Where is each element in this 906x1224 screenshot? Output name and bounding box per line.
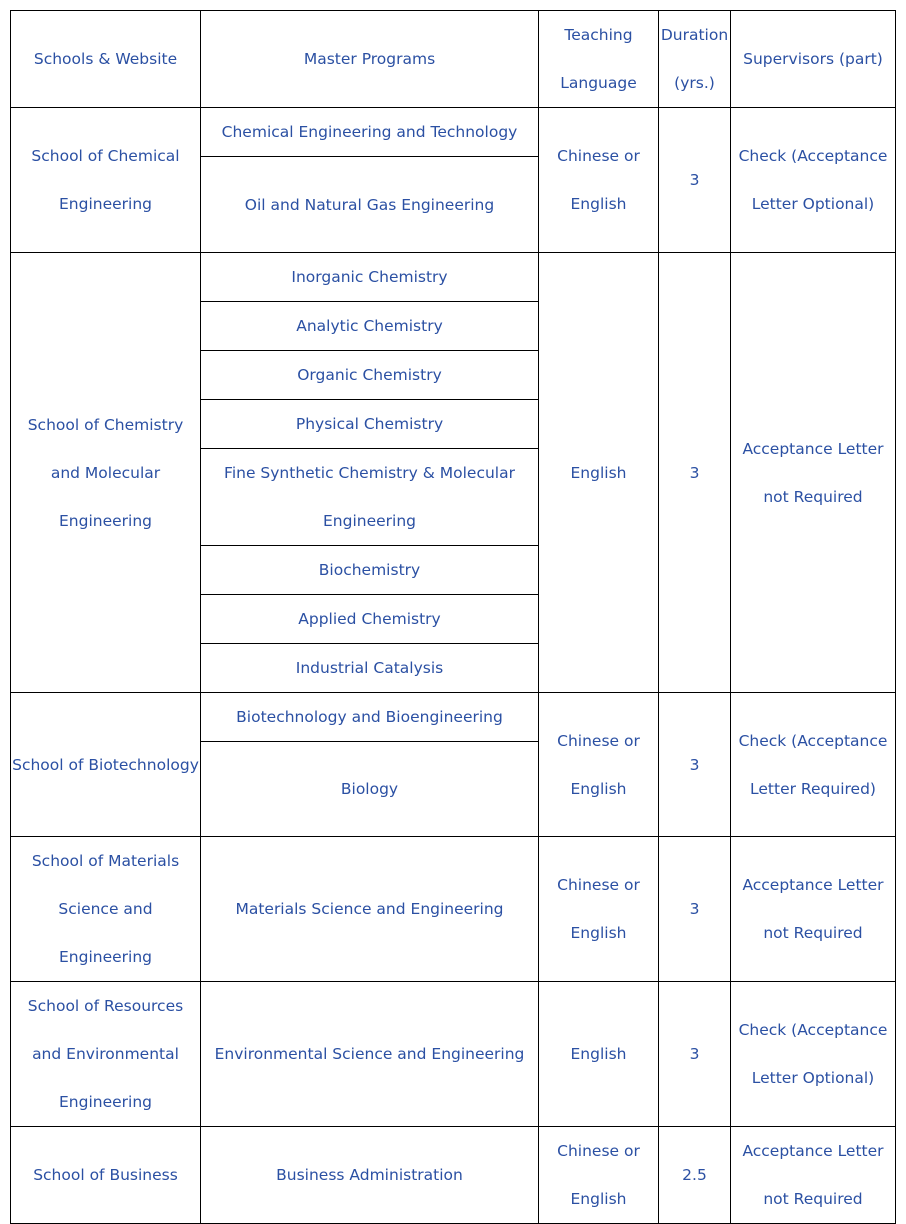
- duration: 2.5: [659, 1127, 731, 1224]
- table-row: [11, 693, 896, 742]
- program-name: Environmental Science and Engineering: [201, 982, 539, 1127]
- supervisors: Check (Acceptance Letter Optional): [731, 108, 896, 253]
- program-name: Applied Chemistry: [201, 595, 539, 644]
- program-name: Analytic Chemistry: [201, 302, 539, 351]
- table-row: [11, 982, 896, 1127]
- header-supervisors: Supervisors (part): [731, 11, 896, 108]
- teaching-language: English: [539, 253, 659, 693]
- supervisors: Check (Acceptance Letter Required): [731, 693, 896, 837]
- school-name: School of Resources and Environmental Engineering: [11, 982, 201, 1127]
- duration: 3: [659, 982, 731, 1127]
- school-name: School of Chemistry and Molecular Engineering: [11, 253, 201, 693]
- supervisors: Acceptance Letter not Required: [731, 837, 896, 982]
- teaching-language: Chinese or English: [539, 693, 659, 837]
- table-row: [11, 108, 896, 157]
- header-language: Teaching Language: [539, 11, 659, 108]
- duration: 3: [659, 253, 731, 693]
- table-row: [11, 253, 896, 302]
- program-name: Materials Science and Engineering: [201, 837, 539, 982]
- program-name: Biology: [201, 742, 539, 837]
- program-name: Organic Chemistry: [201, 351, 539, 400]
- master-programs-table: [10, 10, 896, 1224]
- header-schools: Schools & Website: [11, 11, 201, 108]
- supervisors: Check (Acceptance Letter Optional): [731, 982, 896, 1127]
- program-name: Inorganic Chemistry: [201, 253, 539, 302]
- teaching-language: Chinese or English: [539, 108, 659, 253]
- table-row: [11, 1127, 896, 1224]
- duration: 3: [659, 837, 731, 982]
- header-row: [11, 11, 896, 108]
- duration: 3: [659, 693, 731, 837]
- table-row: [11, 837, 896, 982]
- supervisors: Acceptance Letter not Required: [731, 1127, 896, 1224]
- program-name: Oil and Natural Gas Engineering: [201, 157, 539, 253]
- duration: 3: [659, 108, 731, 253]
- program-name: Biotechnology and Bioengineering: [201, 693, 539, 742]
- teaching-language: Chinese or English: [539, 837, 659, 982]
- school-name: School of Materials Science and Engineering: [11, 837, 201, 982]
- program-name: Biochemistry: [201, 546, 539, 595]
- school-name: School of Business: [11, 1127, 201, 1224]
- program-name: Fine Synthetic Chemistry & Molecular Engineering: [201, 449, 539, 546]
- supervisors: Acceptance Letter not Required: [731, 253, 896, 693]
- school-name: School of Biotechnology: [11, 693, 201, 837]
- program-name: Business Administration: [201, 1127, 539, 1224]
- header-duration: Duration (yrs.): [659, 11, 731, 108]
- teaching-language: English: [539, 982, 659, 1127]
- header-programs: Master Programs: [201, 11, 539, 108]
- program-name: Chemical Engineering and Technology: [201, 108, 539, 157]
- program-name: Industrial Catalysis: [201, 644, 539, 693]
- teaching-language: Chinese or English: [539, 1127, 659, 1224]
- program-name: Physical Chemistry: [201, 400, 539, 449]
- school-name: School of Chemical Engineering: [11, 108, 201, 253]
